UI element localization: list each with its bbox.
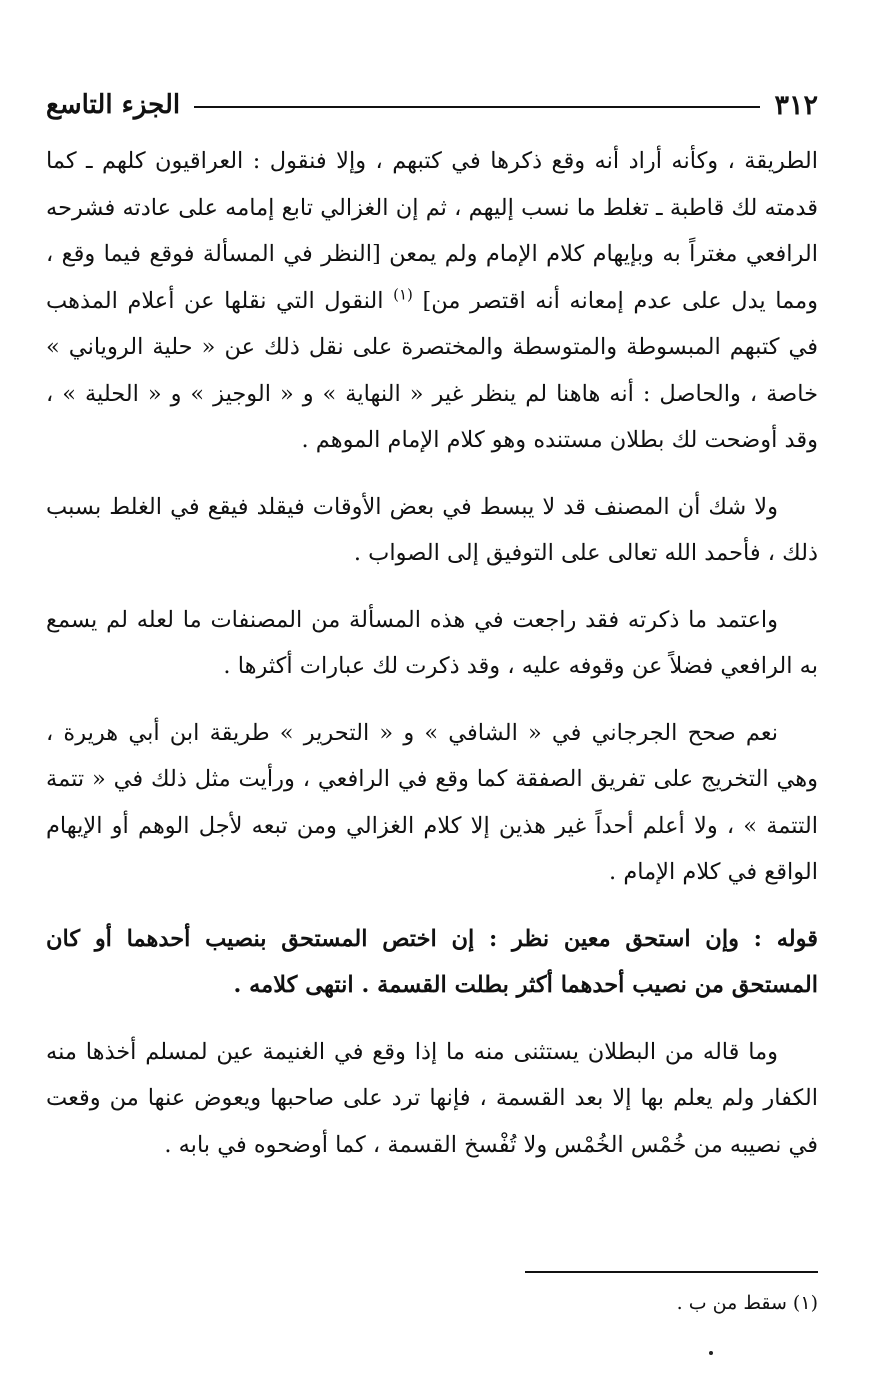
- header-rule: [194, 106, 760, 108]
- running-title: الجزء التاسع: [46, 90, 181, 120]
- paragraph-3: واعتمد ما ذكرته فقد راجعت في هذه المسألة من المصنفات ما لعله لم يسمع به الرافعي فضلاً عن وقوفه عليه ، وقد ذكرت لك عبارات أكثرها .: [46, 606, 818, 679]
- page-header: [46, 80, 818, 130]
- paragraph-1-text-continued: النقول التي نقلها عن أعلام المذهب في كتبهم المبسوطة والمتوسطة والمختصرة على نقل ذلك عن « حلية الروياني » خاصة ، والحاصل : أنه هاهنا لم ينظر غير « النهاية » و « الوجيز » و « الحلية » ، وقد أوضحت لك بطلان مستنده وهو كلام الإمام الموهم .: [46, 287, 818, 453]
- quoted-statement: قوله : وإن استحق معين نظر : إن اختص المستحق بنصيب أحدهما أو كان المستحق من نصيب أحدهما أكثر بطلت القسمة . انتهى كلامه .: [46, 925, 818, 998]
- paragraph-4: نعم صحح الجرجاني في « الشافي » و « التحرير » طريقة ابن أبي هريرة ، وهي التخريج على تفريق الصفقة كما وقع في الرافعي ، ورأيت مثل ذلك في « تتمة التتمة » ، ولا أعلم أحداً غير هذين إلا كلام الغزالي ومن تبعه لأجل الوهم أو الإيهام الواقع في كلام الإمام .: [46, 719, 818, 885]
- paragraph-1: [46, 138, 818, 464]
- page-body: [46, 138, 818, 1168]
- book-page: [46, 80, 818, 1188]
- paragraph-2: ولا شك أن المصنف قد لا يبسط في بعض الأوقات فيقلد فيقع في الغلط بسبب ذلك ، فأحمد الله تعالى على التوفيق إلى الصواب .: [46, 493, 818, 566]
- paragraph-6: وما قاله من البطلان يستثنى منه ما إذا وقع في الغنيمة عين لمسلم أخذها منه الكفار ولم يعلم بها إلا بعد القسمة ، فإنها ترد على صاحبها ويعوض عنها من وقعت في نصيبه من خُمْس الخُمْس ولا تُفْسخ القسمة ، كما أوضحوه في بابه .: [46, 1038, 818, 1158]
- page-number: ٣١٢: [774, 89, 818, 121]
- footnote: (١) سقط من ب .: [676, 1292, 818, 1314]
- stray-dot-mark: [709, 1351, 713, 1355]
- footnote-reference: (١): [393, 285, 413, 303]
- paragraph-1-text: الطريقة ، وكأنه أراد أنه وقع ذكرها في كتبهم ، وإلا فنقول : العراقيون كلهم ـ كما قدمته لك قاطبة ـ تغلط ما نسب إليهم ، ثم إن الغزالي تابع إمامه على عادته فشرحه الرافعي مغتراً به وبإيهام كلام الإمام ولم يمعن [النظر في المسألة فوقع فيما وقع ، ومما يدل على عدم إمعانه أنه اقتصر من]: [46, 148, 819, 314]
- footnote-separator: [525, 1271, 818, 1273]
